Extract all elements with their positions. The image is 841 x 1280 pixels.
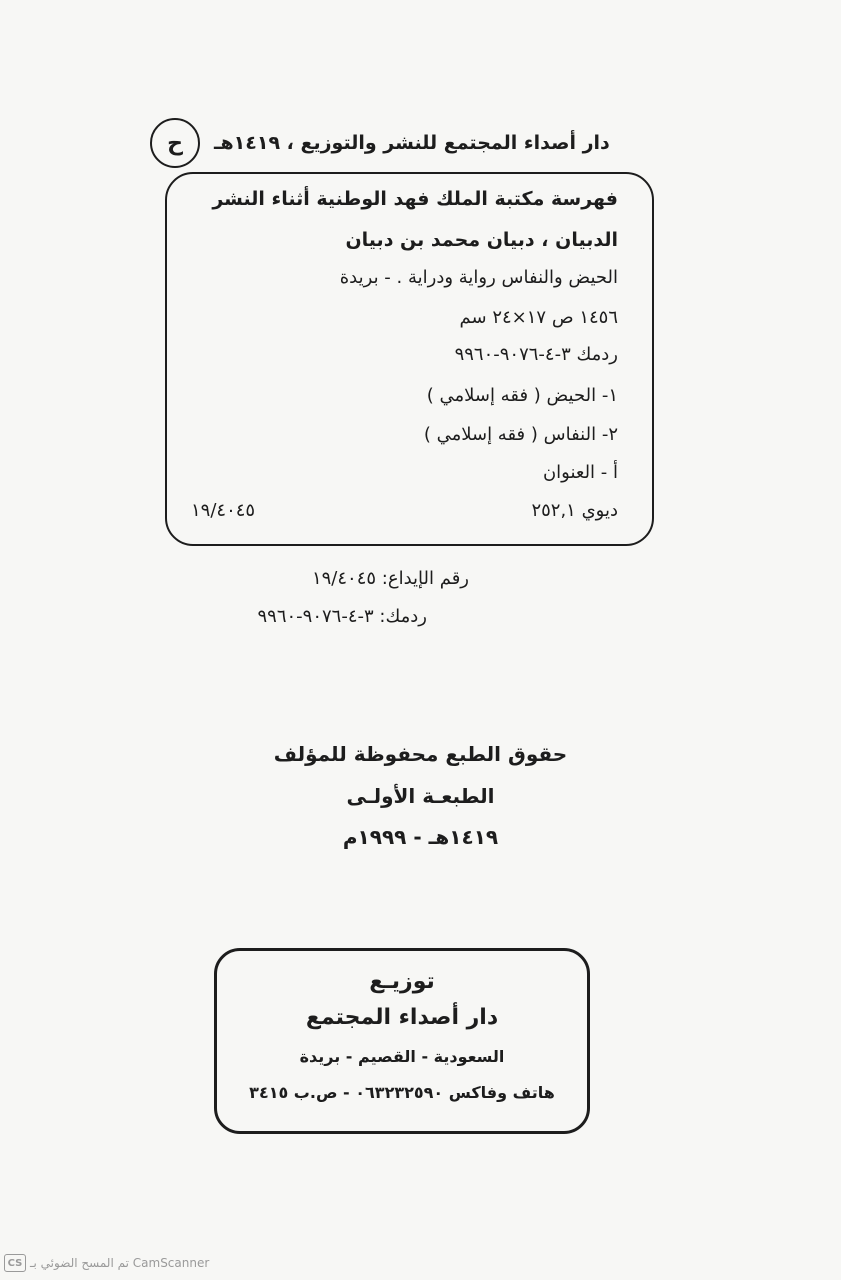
copyright-line: [150, 120, 642, 166]
rights-notice: حقوق الطبع محفوظة للمؤلف: [273, 742, 568, 766]
catalog-dewey: ديوي ٢٥٢,١: [531, 500, 618, 521]
catalog-author: الدبيان ، دبيان محمد بن دبيان: [345, 229, 618, 251]
distributor-contact: هاتف وفاكس ٠٦٣٢٣٢٥٩٠ - ص.ب ٣٤١٥: [249, 1083, 555, 1102]
scanner-watermark: [4, 1254, 209, 1272]
catalog-title: فهرسة مكتبة الملك فهد الوطنية أثناء النشر: [212, 188, 618, 210]
catalog-card: [165, 172, 654, 546]
copyright-notice: دار أصداء المجتمع للنشر والتوزيع ، ١٤١٩هـ: [214, 132, 610, 154]
circled-letter-mark: ح: [150, 118, 200, 168]
isbn-number: ردمك: ٣-٤-٩٠٧٦-٩٩٦٠: [257, 606, 427, 627]
distribution-box: [214, 948, 590, 1134]
catalog-pages: ١٤٥٦ ص ١٧×٢٤ سم: [459, 307, 618, 328]
distribution-title: توزيـع: [369, 969, 435, 994]
catalog-subject-1: ١- الحيض ( فقه إسلامي ): [426, 385, 618, 406]
publication-year: ١٤١٩هـ - ١٩٩٩م: [342, 825, 499, 849]
deposit-number: رقم الإيداع: ١٩/٤٠٤٥: [311, 568, 469, 589]
catalog-subject-2: ٢- النفاس ( فقه إسلامي ): [423, 424, 618, 445]
catalog-book-title: الحيض والنفاس رواية ودراية . - بريدة: [339, 267, 618, 288]
edition-label: الطبعـة الأولـى: [346, 784, 495, 808]
catalog-isbn: ردمك ٣-٤-٩٠٧٦-٩٩٦٠: [454, 344, 618, 365]
distributor-name: دار أصداء المجتمع: [305, 1005, 499, 1030]
catalog-deposit-code: ١٩/٤٠٤٥: [191, 500, 256, 521]
distributor-location: السعودية - القصيم - بريدة: [299, 1047, 505, 1066]
camscanner-logo-icon: CS: [4, 1254, 26, 1272]
watermark-text: تم المسح الضوئي بـ CamScanner: [30, 1256, 210, 1270]
catalog-heading: أ - العنوان: [542, 462, 618, 483]
